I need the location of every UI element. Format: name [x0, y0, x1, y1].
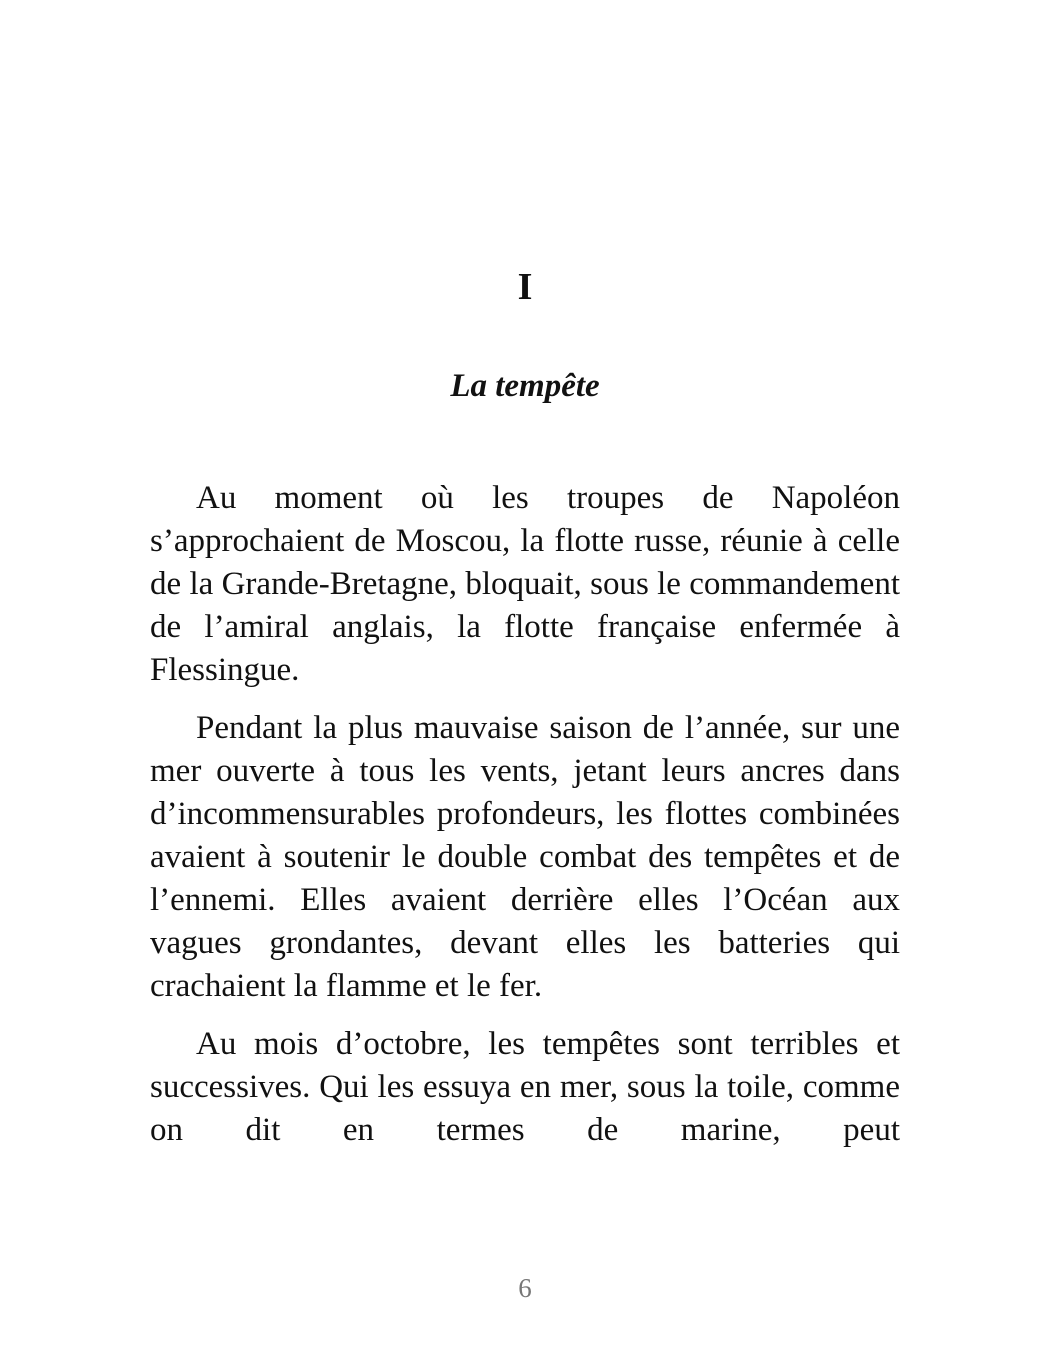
body-text: [150, 477, 900, 1167]
chapter-title: La tempête: [450, 368, 600, 404]
paragraph: Au mois d’octobre, les tempêtes sont terribles et successives. Qui les essuya en mer, sous la toile, comme on dit en termes de marine, peut: [150, 1026, 900, 1148]
paragraph: Au moment où les troupes de Napoléon s’approchaient de Moscou, la flotte russe, réunie à celle de la Grande-Bretagne, bloquait, sous le commandement de l’amiral anglais, la flotte française enfermée à Flessingue.: [150, 480, 900, 688]
chapter-number: I: [517, 266, 533, 308]
page-number: 6: [518, 1273, 532, 1303]
paragraph: Pendant la plus mauvaise saison de l’année, sur une mer ouverte à tous les vents, jetant leurs ancres dans d’incommensurables profondeurs, les flottes combinées avaient à soutenir le double combat des tempêtes et de l’ennemi. Elles avaient derrière elles l’Océan aux vagues grondantes, devant elles les batteries qui crachaient la flamme et le fer.: [150, 710, 900, 1004]
